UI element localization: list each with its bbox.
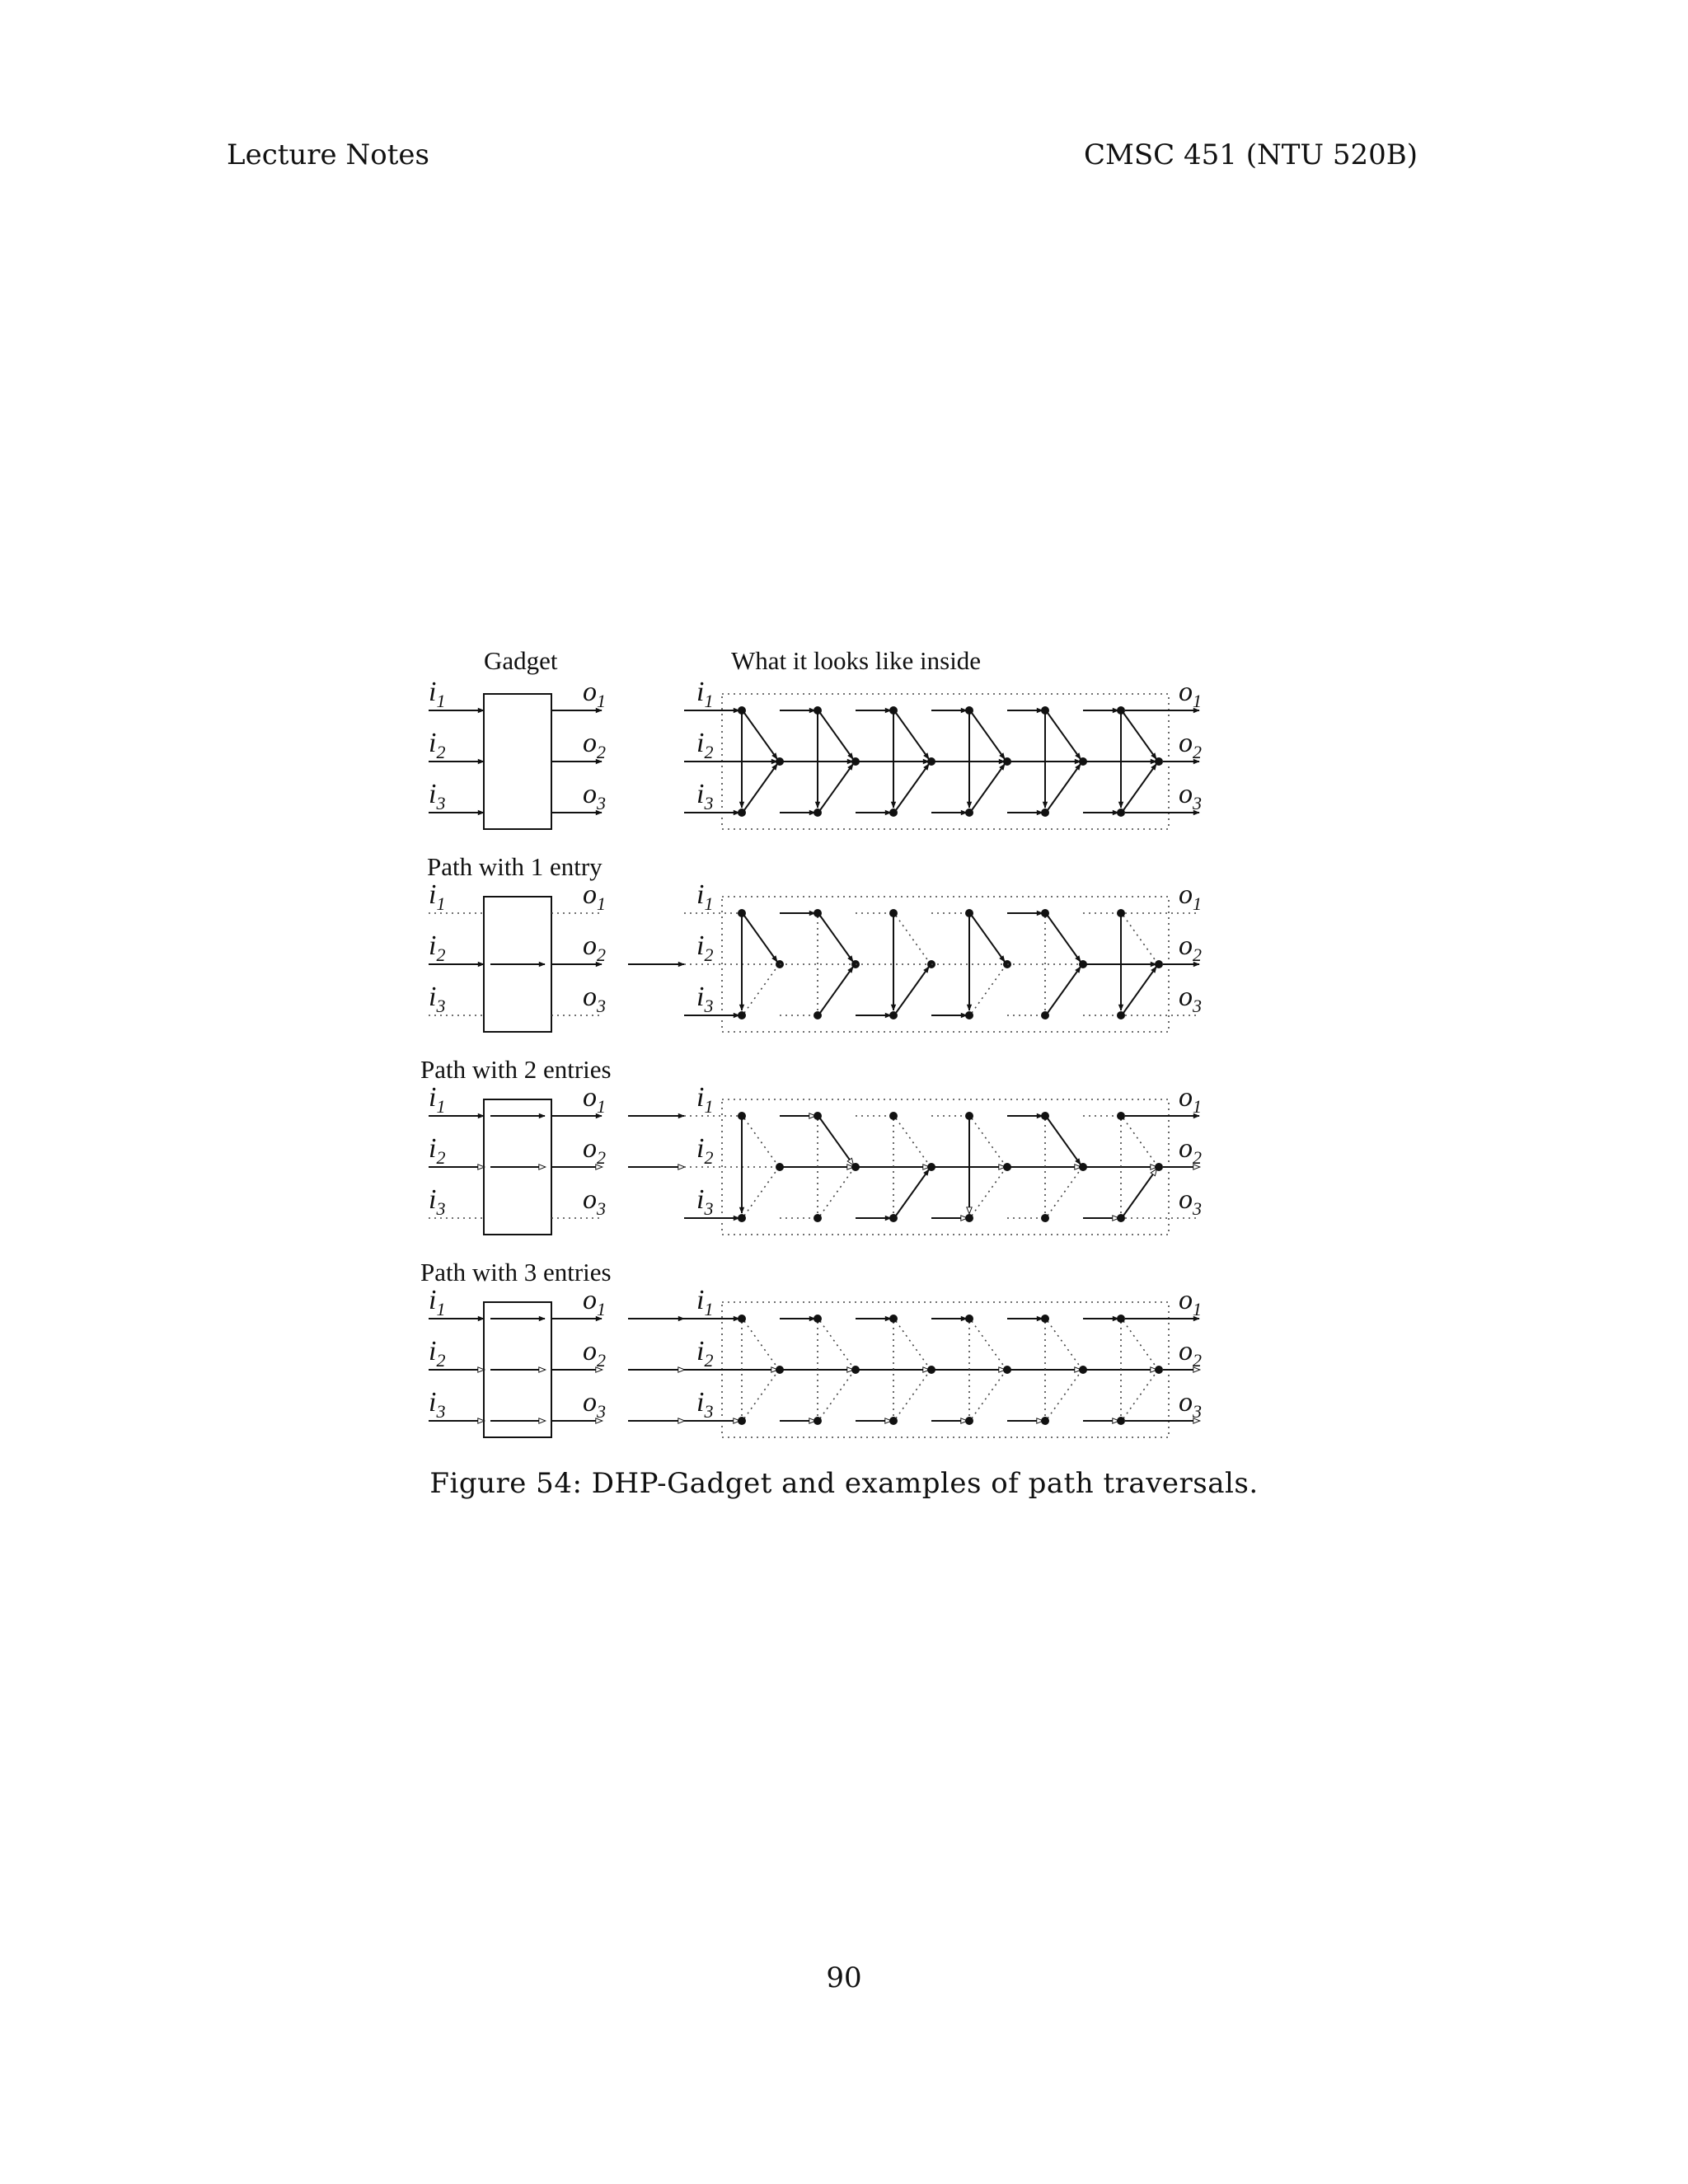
inside-output-label: $o_3$ xyxy=(1179,982,1202,1016)
path-3-entries-title: Path with 3 entries xyxy=(420,1258,612,1286)
subscript: 1 xyxy=(704,1096,714,1117)
node-dot xyxy=(814,909,822,917)
subscript: 3 xyxy=(436,793,446,813)
subscript: 2 xyxy=(704,1147,714,1168)
subscript: 3 xyxy=(704,1198,714,1219)
node-dot xyxy=(889,1112,898,1120)
diagonal-up-edge xyxy=(820,1372,853,1418)
gadget-input-label: $i_2$ xyxy=(429,1133,446,1168)
node-dot xyxy=(1117,1315,1125,1323)
node-dot xyxy=(814,1214,822,1222)
subscript: 2 xyxy=(436,1147,446,1168)
diagonal-down-edge xyxy=(820,916,853,962)
node-dot xyxy=(1117,808,1125,817)
diagonal-up-edge xyxy=(744,1372,777,1418)
subscript: 3 xyxy=(704,996,714,1016)
subscript: 2 xyxy=(597,1350,606,1371)
diagonal-up-edge xyxy=(1123,967,1156,1013)
page-number: 90 xyxy=(826,1961,862,1994)
gadget-input-label: $i_1$ xyxy=(429,677,446,711)
node-dot xyxy=(889,706,898,715)
subscript: 2 xyxy=(436,742,446,762)
node-dot xyxy=(1155,1366,1163,1374)
diagonal-down-edge xyxy=(820,713,853,759)
running-header-left: Lecture Notes xyxy=(227,138,429,171)
diagonal-up-edge xyxy=(1123,1372,1156,1418)
subscript: 1 xyxy=(597,1096,606,1117)
node-dot xyxy=(1041,909,1049,917)
inside-title: What it looks like inside xyxy=(731,646,982,675)
gadget-input-label: $i_2$ xyxy=(429,728,446,762)
node-dot xyxy=(889,1214,898,1222)
diagonal-down-edge xyxy=(1123,916,1156,962)
subscript: 3 xyxy=(704,1401,714,1422)
inside-input-label: $i_1$ xyxy=(696,1082,714,1117)
diagonal-down-edge xyxy=(896,916,929,962)
node-dot xyxy=(889,909,898,917)
inside-input-label: $i_3$ xyxy=(696,1387,714,1422)
diagonal-down-edge xyxy=(1123,1321,1156,1367)
gadget-output-label: $o_1$ xyxy=(583,1082,606,1117)
subscript: 1 xyxy=(436,893,446,914)
subscript: 3 xyxy=(1193,1401,1202,1422)
inside-output-label: $o_2$ xyxy=(1179,1133,1202,1168)
diagram-row-1 xyxy=(429,677,1202,829)
subscript: 2 xyxy=(597,1147,606,1168)
node-dot xyxy=(738,1011,746,1019)
figure-caption: Figure 54: DHP-Gadget and examples of path traversals. xyxy=(429,1467,1259,1500)
inside-output-label: $o_1$ xyxy=(1179,677,1202,711)
gadget-output-label: $o_2$ xyxy=(583,930,606,965)
gadget-input-label: $i_2$ xyxy=(429,930,446,965)
node-dot xyxy=(814,808,822,817)
diagonal-down-edge xyxy=(820,1118,853,1165)
subscript: 2 xyxy=(436,1350,446,1371)
diagonal-down-edge xyxy=(972,713,1005,759)
node-dot xyxy=(1117,909,1125,917)
diagonal-up-edge xyxy=(972,1372,1005,1418)
subscript: 3 xyxy=(1193,996,1202,1016)
node-dot xyxy=(814,1011,822,1019)
node-dot xyxy=(889,1315,898,1323)
diagonal-down-edge xyxy=(1048,916,1081,962)
subscript: 1 xyxy=(597,1299,606,1319)
gadget-title: Gadget xyxy=(484,646,558,675)
gadget-output-label: $o_3$ xyxy=(583,1387,606,1422)
gadget-output-label: $o_2$ xyxy=(583,1336,606,1371)
inside-output-label: $o_3$ xyxy=(1179,779,1202,813)
gadget-output-label: $o_3$ xyxy=(583,1184,606,1219)
subscript: 2 xyxy=(1193,742,1202,762)
inside-output-label: $o_1$ xyxy=(1179,879,1202,914)
diagonal-up-edge xyxy=(1048,1372,1081,1418)
diagonal-down-edge xyxy=(1123,1118,1156,1165)
node-dot xyxy=(814,706,822,715)
node-dot xyxy=(1041,1417,1049,1425)
subscript: 3 xyxy=(597,1198,606,1219)
node-dot xyxy=(965,808,973,817)
gadget-output-label: $o_1$ xyxy=(583,677,606,711)
inside-input-label: $i_1$ xyxy=(696,1285,714,1319)
node-dot xyxy=(889,1011,898,1019)
subscript: 3 xyxy=(436,996,446,1016)
node-dot xyxy=(1117,1214,1125,1222)
subscript: 1 xyxy=(704,691,714,711)
node-dot xyxy=(1041,1011,1049,1019)
gadget-input-label: $i_1$ xyxy=(429,1082,446,1117)
path-2-entries-title: Path with 2 entries xyxy=(420,1055,612,1084)
node-dot xyxy=(1117,1417,1125,1425)
subscript: 2 xyxy=(704,944,714,965)
running-header-right: CMSC 451 (NTU 520B) xyxy=(1084,138,1418,171)
diagonal-up-edge xyxy=(1048,1169,1081,1216)
path-1-entry-title: Path with 1 entry xyxy=(427,852,603,881)
subscript: 1 xyxy=(1193,1096,1202,1117)
inside-input-label: $i_1$ xyxy=(696,677,714,711)
subscript: 3 xyxy=(1193,1198,1202,1219)
subscript: 2 xyxy=(1193,1147,1202,1168)
subscript: 1 xyxy=(1193,1299,1202,1319)
node-dot xyxy=(1041,706,1049,715)
inside-input-label: $i_2$ xyxy=(696,930,714,965)
subscript: 1 xyxy=(1193,893,1202,914)
node-dot xyxy=(738,909,746,917)
gadget-input-label: $i_1$ xyxy=(429,879,446,914)
inside-input-label: $i_2$ xyxy=(696,1336,714,1371)
diagonal-down-edge xyxy=(1123,713,1156,759)
node-dot xyxy=(738,808,746,817)
gadget-output-label: $o_2$ xyxy=(583,1133,606,1168)
subscript: 2 xyxy=(704,1350,714,1371)
inside-input-label: $i_1$ xyxy=(696,879,714,914)
diagonal-down-edge xyxy=(1048,713,1081,759)
inside-output-label: $o_1$ xyxy=(1179,1082,1202,1117)
diagonal-down-edge xyxy=(972,916,1005,962)
diagonal-up-edge xyxy=(820,1169,853,1216)
inside-input-label: $i_2$ xyxy=(696,728,714,762)
subscript: 1 xyxy=(704,1299,714,1319)
diagonal-down-edge xyxy=(744,916,777,962)
diagonal-down-edge xyxy=(896,713,929,759)
diagonal-down-edge xyxy=(744,1321,777,1367)
node-dot xyxy=(1117,1011,1125,1019)
inside-output-label: $o_3$ xyxy=(1179,1387,1202,1422)
node-dot xyxy=(965,706,973,715)
node-dot xyxy=(965,1417,973,1425)
diagonal-down-edge xyxy=(972,1118,1005,1165)
node-dot xyxy=(738,1214,746,1222)
inside-input-label: $i_2$ xyxy=(696,1133,714,1168)
subscript: 1 xyxy=(436,691,446,711)
gadget-output-label: $o_1$ xyxy=(583,1285,606,1319)
inside-input-label: $i_3$ xyxy=(696,1184,714,1219)
subscript: 1 xyxy=(597,893,606,914)
gadget-box xyxy=(484,694,551,829)
diagram-row-4 xyxy=(429,1285,1202,1437)
diagonal-down-edge xyxy=(744,1118,777,1165)
subscript: 2 xyxy=(597,742,606,762)
diagonal-up-edge xyxy=(896,1372,929,1418)
node-dot xyxy=(965,909,973,917)
node-dot xyxy=(1041,1112,1049,1120)
subscript: 3 xyxy=(597,1401,606,1422)
diagonal-down-edge xyxy=(896,1118,929,1165)
diagram-row-3 xyxy=(429,1082,1202,1235)
diagonal-up-edge xyxy=(972,967,1005,1013)
subscript: 3 xyxy=(1193,793,1202,813)
inside-output-label: $o_2$ xyxy=(1179,930,1202,965)
subscript: 3 xyxy=(597,996,606,1016)
subscript: 2 xyxy=(1193,1350,1202,1371)
diagonal-up-edge xyxy=(744,967,777,1013)
inside-input-label: $i_3$ xyxy=(696,982,714,1016)
gadget-input-label: $i_2$ xyxy=(429,1336,446,1371)
gadget-input-label: $i_3$ xyxy=(429,982,446,1016)
subscript: 2 xyxy=(597,944,606,965)
subscript: 3 xyxy=(436,1401,446,1422)
subscript: 1 xyxy=(436,1096,446,1117)
diagonal-up-edge xyxy=(820,967,853,1013)
gadget-input-label: $i_1$ xyxy=(429,1285,446,1319)
gadget-output-label: $o_3$ xyxy=(583,982,606,1016)
node-dot xyxy=(738,706,746,715)
gadget-output-label: $o_2$ xyxy=(583,728,606,762)
gadget-input-label: $i_3$ xyxy=(429,1184,446,1219)
inside-output-label: $o_2$ xyxy=(1179,728,1202,762)
diagonal-up-edge xyxy=(972,764,1005,810)
node-dot xyxy=(738,1315,746,1323)
node-dot xyxy=(814,1315,822,1323)
node-dot xyxy=(889,1417,898,1425)
diagonal-up-edge xyxy=(972,1169,1005,1216)
node-dot xyxy=(814,1112,822,1120)
diagonal-up-edge xyxy=(820,764,853,810)
node-dot xyxy=(738,1112,746,1120)
node-dot xyxy=(965,1214,973,1222)
gadget-input-label: $i_3$ xyxy=(429,779,446,813)
diagonal-up-edge xyxy=(1123,1169,1156,1216)
subscript: 2 xyxy=(1193,944,1202,965)
inside-output-label: $o_3$ xyxy=(1179,1184,1202,1219)
inside-output-label: $o_2$ xyxy=(1179,1336,1202,1371)
subscript: 1 xyxy=(597,691,606,711)
diagonal-down-edge xyxy=(972,1321,1005,1367)
diagonal-up-edge xyxy=(1048,764,1081,810)
subscript: 1 xyxy=(436,1299,446,1319)
diagonal-down-edge xyxy=(1048,1118,1081,1165)
diagonal-up-edge xyxy=(896,967,929,1013)
diagonal-up-edge xyxy=(896,1169,929,1216)
node-dot xyxy=(1041,1315,1049,1323)
node-dot xyxy=(1117,1112,1125,1120)
gadget-output-label: $o_3$ xyxy=(583,779,606,813)
inside-input-label: $i_3$ xyxy=(696,779,714,813)
node-dot xyxy=(1117,706,1125,715)
node-dot xyxy=(1155,1163,1163,1171)
node-dot xyxy=(1155,960,1163,968)
subscript: 2 xyxy=(704,742,714,762)
node-dot xyxy=(889,808,898,817)
diagonal-up-edge xyxy=(1123,764,1156,810)
diagonal-up-edge xyxy=(744,764,777,810)
gadget-input-label: $i_3$ xyxy=(429,1387,446,1422)
node-dot xyxy=(738,1417,746,1425)
node-dot xyxy=(1155,757,1163,766)
diagonal-down-edge xyxy=(744,713,777,759)
diagonal-up-edge xyxy=(744,1169,777,1216)
inside-output-label: $o_1$ xyxy=(1179,1285,1202,1319)
subscript: 1 xyxy=(1193,691,1202,711)
subscript: 2 xyxy=(436,944,446,965)
diagram-row-2 xyxy=(429,879,1202,1032)
diagonal-down-edge xyxy=(896,1321,929,1367)
node-dot xyxy=(965,1011,973,1019)
subscript: 3 xyxy=(597,793,606,813)
diagonal-down-edge xyxy=(820,1321,853,1367)
node-dot xyxy=(965,1112,973,1120)
node-dot xyxy=(814,1417,822,1425)
node-dot xyxy=(965,1315,973,1323)
diagonal-up-edge xyxy=(1048,967,1081,1013)
gadget-output-label: $o_1$ xyxy=(583,879,606,914)
subscript: 3 xyxy=(436,1198,446,1219)
node-dot xyxy=(1041,808,1049,817)
diagonal-down-edge xyxy=(1048,1321,1081,1367)
diagonal-up-edge xyxy=(896,764,929,810)
node-dot xyxy=(1041,1214,1049,1222)
subscript: 3 xyxy=(704,793,714,813)
subscript: 1 xyxy=(704,893,714,914)
